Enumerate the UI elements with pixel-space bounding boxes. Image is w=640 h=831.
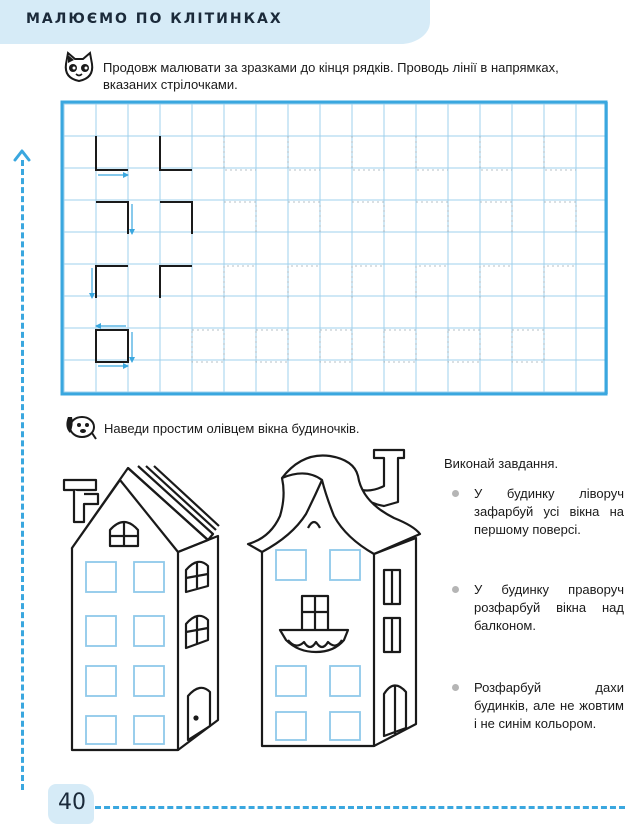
page-number: 40 xyxy=(58,790,86,815)
bullet-icon xyxy=(452,684,459,691)
section-title: МАЛЮЄМО ПО КЛІТИНКАХ xyxy=(26,11,283,27)
sample-pattern-row-3 xyxy=(96,266,192,298)
decorative-dashed-line-bottom xyxy=(95,806,625,809)
sample-pattern-row-2 xyxy=(96,202,192,234)
sample-pattern-row-1 xyxy=(96,136,192,170)
list-item xyxy=(444,679,624,733)
cat-icon xyxy=(62,50,96,84)
decorative-dashed-line xyxy=(21,160,24,790)
task-text: У будинку ліворуч зафарбуй усі вікна на першому поверсі. xyxy=(474,486,624,537)
task-text: Розфарбуй дахи будинків, але не жовтим і не синім кольором. xyxy=(474,680,624,731)
task-text: У будинку праворуч розфарбуй вікна над балконом. xyxy=(474,582,624,633)
task1-instruction: Продовж малювати за зразками до кінця рядків. Проводь лінії в напрямках, вказаних стрілочками. xyxy=(103,60,559,92)
list-item xyxy=(444,581,624,635)
left-house-illustration xyxy=(58,460,228,760)
bullet-icon xyxy=(452,490,459,497)
task2-instruction: Наведи простим олівцем вікна будиночків. xyxy=(104,421,360,436)
task-list xyxy=(444,456,624,733)
drawing-grid xyxy=(60,100,608,396)
task-list-title: Виконай завдання. xyxy=(444,456,559,471)
dog-icon xyxy=(62,413,100,443)
bullet-icon xyxy=(452,586,459,593)
right-house-illustration xyxy=(244,446,426,762)
list-item xyxy=(444,485,624,539)
sample-pattern-row-4 xyxy=(96,330,128,362)
